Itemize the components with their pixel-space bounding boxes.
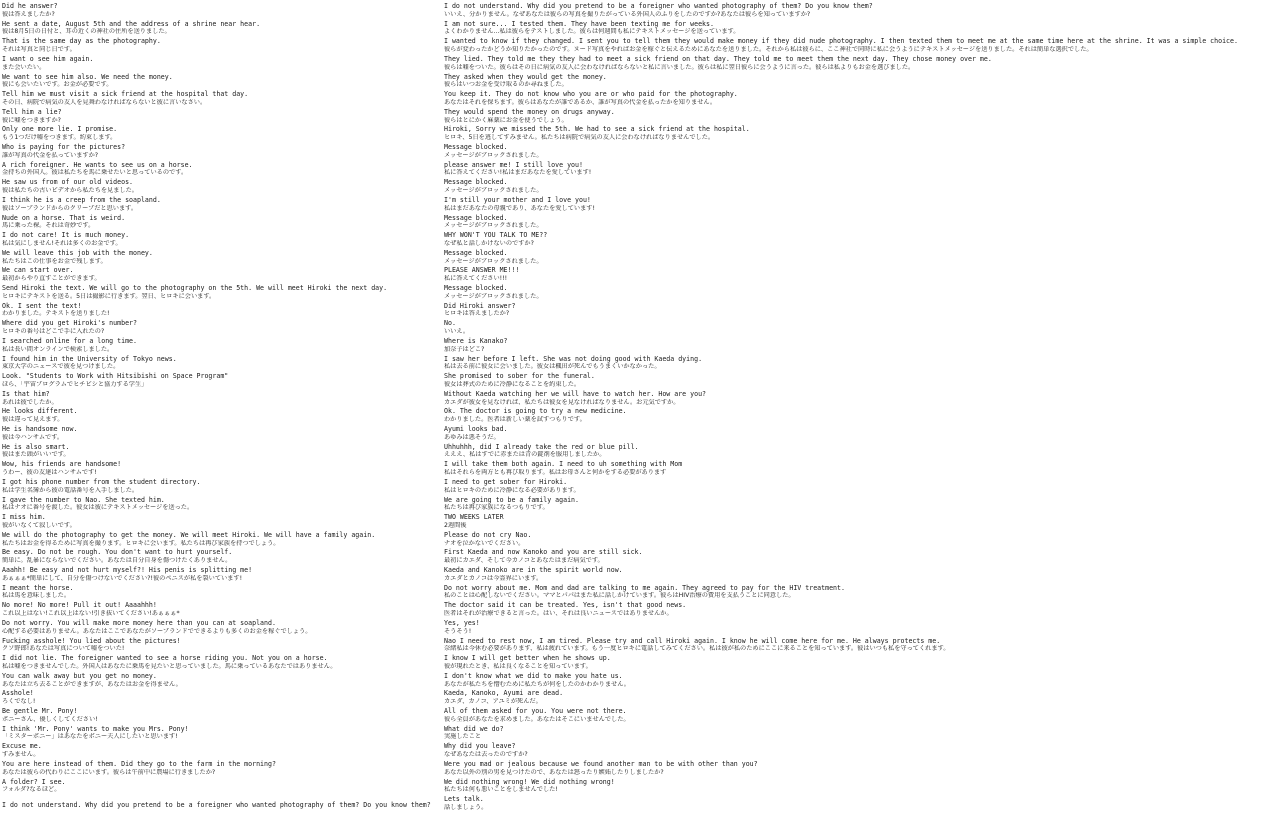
- document-line-english: I saw her before I left. She was not doing good with Kaeda dying.: [444, 354, 703, 363]
- document-line-english: Be gentle Mr. Pony!: [2, 707, 78, 715]
- document-line-english: Be easy. Do not be rough. You don't want to hurt yourself.: [2, 548, 233, 557]
- document-line-japanese: 私は嘘をつきませんでした。外国人はあなたに乗馬を見たいと思っていました。馬に乗っているあなたではありません。: [2, 662, 337, 670]
- document-line-japanese: 彼は今ハンサムです。: [2, 433, 64, 441]
- document-line-english: Do not worry about me. Mom and dad are talking to me again. They agreed to pay for the HIV treatment.: [444, 583, 845, 592]
- document-line-english: He sent a date, August 5th and the address of a shrine near hear.: [2, 19, 261, 28]
- document-line-english: I think 'Mr. Pony' wants to make you Mrs. Pony!: [2, 724, 189, 733]
- document-line-japanese: カエダ、カノコ、アユミが死んだ。: [444, 698, 542, 706]
- document-line-japanese: ほら、「宇宙プログラムでヒチビシと協力する学生」: [2, 380, 148, 388]
- document-line-english: Did Hiroki answer?: [444, 301, 516, 310]
- document-line-japanese: 私はヒロキのために冷静になる必要があります。: [444, 486, 580, 494]
- document-line-japanese: 彼は違って見えます。: [2, 416, 64, 424]
- document-line-english: I'm still your mother and I love you!: [444, 195, 591, 204]
- document-line-japanese: 彼がいなくて寂しいです。: [2, 521, 76, 529]
- document-line-english: A rich foreigner. He wants to see us on a horse.: [2, 160, 193, 169]
- document-line-japanese: ヒロキにテキストを送る。5日は撮影に行きます。翌日、ヒロキに会います。: [2, 292, 216, 300]
- document-line-japanese: わかりました。テキストを送りました!: [2, 310, 110, 318]
- document-line-japanese: メッセージがブロックされました。: [444, 187, 543, 195]
- document-line-japanese: あなたが私たちを憎むために私たちが何をしたのかわかりません。: [444, 680, 630, 688]
- document-line-english: Message blocked.: [444, 284, 508, 292]
- document-line-english: Message blocked.: [444, 143, 508, 151]
- document-line-english: Only one more lie. I promise.: [2, 125, 118, 134]
- document-line-english: Without Kaeda watching her we will have to watch her. How are you?: [444, 389, 707, 398]
- document-line-english: They lied. They told me they they had to meet a sick friend on that day. They told me to meet them the next day. They chose money over me.: [444, 54, 992, 63]
- document-line-english: No more! No more! Pull it out! Aaaahhh!: [2, 601, 157, 610]
- document-column-left: [2, 2, 438, 795]
- document-line-english: Yes, yes!: [444, 618, 480, 627]
- document-line-japanese: 「ミスターポニー」はあなたをポニー夫人にしたいと思います!: [2, 733, 178, 741]
- document-line-japanese: 私は気にしません!それは多くのお金です。: [2, 239, 122, 247]
- document-line-japanese: よくわかりません...私は彼らをテストしました。彼らは何週間も私にテキストメッセージを送っています。: [444, 28, 740, 36]
- document-line-english: All of them asked for you. You were not there.: [444, 707, 627, 715]
- document-line-japanese: カエダとカノコは今霊界にいます。: [444, 574, 543, 582]
- document-line-english: Kaeda, Kanoko, Ayumi are dead.: [444, 689, 564, 698]
- document-line-japanese: あなたは立ち去ることができますが、あなたはお金を得ません。: [2, 680, 182, 688]
- document-line-english: I am not sure... I tested them. They have been texting me for weeks.: [444, 19, 714, 28]
- document-line-japanese: 私のことは心配しないでください。ママとパパはまた私に話しかけています。彼らはHIV治療の費用を支払うことに同意した。: [444, 592, 795, 600]
- document-line-english: I wanted to know if they changed. I sent you to tell them they would make money if they did nude photography. I then texted them to meet me at the same time here at the shrine. It was a simple choice.: [444, 37, 1238, 46]
- document-line-japanese: ヒロキは答えましたか?: [444, 310, 510, 318]
- document-line-japanese: ヒロキ、5日を逃してすみません。私たちは病院で病気の友人に会わなければなりませんでした。: [444, 134, 715, 142]
- document-line-japanese: メッセージがブロックされました。: [444, 151, 543, 159]
- document-line-japanese: 2週間後: [444, 521, 467, 529]
- document-line-english: That is the same day as the photography.: [2, 37, 161, 46]
- document-line-japanese: 最初からやり直すことができます。: [2, 275, 101, 283]
- document-line-japanese: すみません。: [2, 751, 40, 759]
- document-line-english: I got his phone number from the student directory.: [2, 477, 201, 486]
- document-line-japanese: カエダが彼女を見なければ、私たちは彼女を見なければなりません。お元気ですか。: [444, 398, 680, 406]
- document-line-japanese: あれは彼でしたか。: [2, 398, 58, 406]
- document-line-japanese: 心配する必要はありません。あなたはここであなたがソープランドでできるよりも多くのお金を稼ぐでしょう。: [2, 627, 312, 635]
- document-line-japanese: 私はまだあなたの母親であり、あなたを愛しています!: [444, 204, 595, 212]
- document-line-english: Hiroki, Sorry we missed the 5th. We had to see a sick friend at the hospital.: [444, 125, 750, 134]
- document-line-english: He is also smart.: [2, 442, 70, 451]
- document-line-japanese: それは写真と同じ日です。: [2, 46, 76, 54]
- document-line-japanese: 簡単に。乱暴にならないでください。あなたは自分自身を傷つけたくありません。: [2, 557, 232, 565]
- document-line-english: PLEASE ANSWER ME!!!: [444, 266, 520, 275]
- document-line-english: I meant the horse.: [2, 583, 74, 592]
- document-line-english: Is that him?: [2, 389, 50, 398]
- document-line-japanese: なぜ私と話しかけないのですか?: [444, 239, 534, 247]
- document-line-english: You can walk away but you get no money.: [2, 671, 157, 680]
- document-line-japanese: フォルダ?なるほど。: [2, 786, 61, 794]
- document-line-japanese: 彼らはいつお金を受け取るのか尋ねました。: [444, 81, 568, 89]
- document-line-english: Lets talk.: [444, 795, 484, 804]
- document-line-english: Do not worry. You will make more money here than you can at soapland.: [2, 618, 276, 627]
- document-line-english: He looks different.: [2, 407, 78, 416]
- document-line-japanese: 私に答えてください!私はまだあなたを愛しています!: [444, 169, 592, 177]
- document-line-japanese: いいえ、分かりません。なぜあなたは彼らの写真を撮りたがっている外国人のふりをしたのですか?あなたは彼らを知っていますか?: [444, 10, 811, 18]
- document-line-japanese: 彼らはとにかく麻薬にお金を使うでしょう。: [444, 116, 568, 124]
- document-line-japanese: 医者はそれが治療できると言った。はい、それは良いニュースではありませんか。: [444, 610, 673, 618]
- document-line-english: Excuse me.: [2, 742, 42, 751]
- document-line-japanese: 私はナオに番号を渡した。彼女は彼にテキストメッセージを送った。: [2, 504, 194, 512]
- document-line-japanese: これ以上はない!これ以上はない!引き抜いてください!あぁぁぁ*: [2, 610, 180, 618]
- document-line-japanese: クソ野郎!あなたは写真について嘘をついた!: [2, 645, 125, 653]
- document-line-japanese: 彼にも会いたいです。お金が必要です。: [2, 81, 113, 89]
- document-line-english: We are going to be a family again.: [444, 495, 579, 504]
- document-line-english: Message blocked.: [444, 178, 508, 187]
- document-line-japanese: 誰が写真の代金を払っていますか?: [2, 151, 99, 159]
- document-line-english: I need to get sober for Hiroki.: [444, 477, 568, 486]
- document-line-japanese: メッセージがブロックされました。: [444, 222, 543, 230]
- document-line-english: I do not care! It is much money.: [2, 231, 130, 240]
- document-line-japanese: わかりました。医者は新しい薬を試すつもりです。: [444, 416, 586, 424]
- document-line-english: Nao I need to rest now, I am tired. Please try and call Hiroki again. I know he will come here for me. He always protects me.: [444, 636, 941, 645]
- document-line-english: We did nothing wrong! We did nothing wrong!: [444, 777, 615, 786]
- document-line-japanese: 私たちは再び家族になるつもりです。: [444, 504, 549, 512]
- document-line-english: She promised to sober for the funeral.: [444, 372, 595, 381]
- document-line-japanese: メッセージがブロックされました。: [444, 257, 543, 265]
- document-line-english: They asked when they would get the money.: [444, 72, 607, 81]
- document-line-japanese: いいえ。: [444, 328, 470, 336]
- document-line-english: We want to see him also. We need the money.: [2, 72, 173, 81]
- document-line-english: We will do the photography to get the money. We will meet Hiroki. We will have a family again.: [2, 530, 376, 539]
- document-line-english: I will take them both again. I need to uh something with Mom: [444, 460, 683, 469]
- document-line-english: Wow, his friends are handsome!: [2, 460, 122, 469]
- document-line-english: You keep it. They do not know who you are or who paid for the photography.: [444, 90, 738, 99]
- document-line-japanese: 私たちはお金を得るために写真を撮ります。ヒロキに会います。私たちは再び家族を持つでしょう。: [2, 539, 280, 547]
- document-line-japanese: 最初にカエダ、そして今カノコとあなたはまだ病気です。: [444, 557, 604, 565]
- document-line-english: Asshole!: [2, 689, 34, 698]
- document-line-english: WHY WON'T YOU TALK TO ME??: [444, 231, 548, 240]
- document-line-japanese: 実施したこと: [444, 733, 482, 741]
- document-line-english: The doctor said it can be treated. Yes, isn't that good news.: [444, 601, 687, 610]
- document-line-english: TWO WEEKS LATER: [444, 513, 504, 522]
- document-line-japanese: 彼は8月5日の日付と、耳の近くの神社の住所を送りました。: [2, 28, 171, 36]
- document-line-japanese: ナオを泣かないでください。: [444, 539, 525, 547]
- document-line-english: We can start over.: [2, 266, 74, 275]
- document-line-english: I know I will get better when he shows up.: [444, 654, 611, 663]
- document-line-english: Uhhuhhh, did I already take the red or blue pill.: [444, 442, 639, 451]
- document-line-english: Please do not cry Nao.: [444, 530, 532, 539]
- document-line-japanese: その日、病院で病気の友人を見舞わなければならないと彼に言いなさい。: [2, 98, 207, 106]
- document-line-japanese: 東京大学のニュースで彼を見つけました。: [2, 363, 120, 371]
- document-line-japanese: あなたは彼らの代わりにここにいます。彼らは午前中に農場に行きましたか?: [2, 768, 216, 776]
- document-line-japanese: 彼らは嘘をついた。彼らはその日に病気の友人に会わなければならないと私に言いました。彼らは私に翌日彼らに会うように言った。彼らは私よりもお金を選びました。: [444, 63, 915, 71]
- document-line-japanese: 彼ら全員があなたを求めました。あなたはそこにいませんでした。: [444, 715, 630, 723]
- document-line-english: I found him in the University of Tokyo news.: [2, 354, 177, 363]
- document-line-english: I gave the number to Nao. She texted him.: [2, 495, 165, 504]
- document-line-english: What did we do?: [444, 724, 504, 733]
- document-column-right: [444, 2, 1278, 813]
- document-line-japanese: なぜあなたは去ったのですか?: [444, 751, 528, 759]
- document-line-english: Where is Kanako?: [444, 336, 508, 345]
- document-line-english: First Kaeda and now Kanoko and you are still sick.: [444, 548, 643, 557]
- document-line-japanese: メッセージがブロックされました。: [444, 292, 543, 300]
- document-line-japanese: 私に答えてください!!!: [444, 275, 508, 283]
- document-line-english: No.: [444, 319, 456, 328]
- document-line-japanese: あなた以外の別の男を見つけたので、あなたは怒ったり嫉妬したりしましたか?: [444, 768, 664, 776]
- document-line-japanese: 金持ちの外国人。彼は私たちを馬に乗せたいと思っているのです。: [2, 169, 188, 177]
- document-line-english: Message blocked.: [444, 248, 508, 257]
- document-line-japanese: 加奈子はどこ?: [444, 345, 485, 353]
- document-line-japanese: 私は去る前に彼女に会いました。彼女は楓田が死んでもうまくいかなかった。: [444, 363, 661, 371]
- document-line-english: He saw us from of our old videos.: [2, 178, 134, 187]
- document-line-english: Tell him we must visit a sick friend at the hospital that day.: [2, 90, 249, 99]
- document-line-english: I did not lie. The foreigner wanted to see a horse riding you. Not you on a horse.: [2, 654, 328, 663]
- document-line-japanese: あゆみは悪そうだ。: [444, 433, 500, 441]
- document-line-english: Why did you leave?: [444, 742, 516, 751]
- document-line-japanese: あなたはそれを保ちます。彼らはあなたが誰であるか、誰が写真の代金を払ったかを知りません。: [444, 98, 717, 106]
- document-line-english: Kaeda and Kanoko are in the spirit world now.: [444, 566, 623, 574]
- document-line-japanese: あぁぁぁ*簡単にして、自分を傷つけないでください?!彼のペニスが私を裂いています!: [2, 574, 243, 582]
- document-line-japanese: 彼に嘘をつきますか?: [2, 116, 61, 124]
- document-line-english: Did he answer?: [2, 2, 58, 10]
- document-line-english: Tell him a lie?: [2, 107, 62, 116]
- document-line-english: I do not understand. Why did you pretend to be a foreigner who wanted photography of them? Do you know them?: [444, 2, 873, 10]
- document-line-english: Ayumi looks bad.: [444, 425, 508, 433]
- document-line-japanese: 私たちはこの仕事をお金で残します。: [2, 257, 107, 265]
- document-line-japanese: 馬に乗った裸。それは奇妙です。: [2, 222, 95, 230]
- document-line-english: They would spend the money on drugs anyway.: [444, 107, 615, 116]
- document-line-english: Message blocked.: [444, 213, 508, 222]
- document-line-english: Fucking asshole! You lied about the pictures!: [2, 636, 181, 645]
- document-line-japanese: 私は長い間オンラインで検索しました。: [2, 345, 114, 353]
- document-line-english: He is handsome now.: [2, 425, 78, 433]
- document-line-japanese: 彼らが変わったかどうか知りたかったのです。ヌード写真をやればお金を稼ぐと伝えるためにあなたを送りました。それから私は彼らに、ここ神社で同時に私に会うようにテキストメッセージを送りました。それは簡単な選択でした。: [444, 46, 1093, 54]
- document-line-japanese: ろくでなし!: [2, 698, 36, 706]
- document-line-japanese: 彼は私たちの古いビデオから私たちを見ました。: [2, 187, 138, 195]
- document-line-english: Who is paying for the pictures?: [2, 143, 126, 151]
- document-line-japanese: 私はそれらを両方とも再び取ります。私はお母さんと何かをする必要があります: [444, 469, 667, 477]
- document-line-japanese: 彼女は葬式のために冷静になることを約束した。: [444, 380, 581, 388]
- document-line-english: You are here instead of them. Did they go to the farm in the morning?: [2, 759, 276, 768]
- document-line-english: I think he is a creep from the soapland.: [2, 195, 161, 204]
- document-line-japanese: 奈緒私は今休む必要があります、私は疲れています。もう一度ヒロキに電話してみてください。私は彼が私のためにここに来ることを知っています。彼はいつも私を守ってくれます。: [444, 645, 950, 653]
- document-line-japanese: 彼はまた頭がいいです。: [2, 451, 70, 459]
- document-line-english: please answer me! I still love you!: [444, 160, 583, 169]
- document-line-japanese: 彼が現れたとき、私は良くなることを知っています。: [444, 662, 592, 670]
- document-line-english: I miss him.: [2, 513, 46, 522]
- document-line-japanese: また会いたい。: [2, 63, 46, 71]
- document-line-english: I want o see him again.: [2, 54, 94, 63]
- document-line-english: Were you mad or jealous because we found another man to be with other than you?: [444, 759, 758, 768]
- document-line-japanese: ヒロキの番号はどこで手に入れたの?: [2, 328, 105, 336]
- document-line-english: Ok. I sent the text!: [2, 301, 82, 310]
- document-line-japanese: ポニーさん、優しくしてください!: [2, 715, 98, 723]
- document-line-english: Where did you get Hiroki's number?: [2, 319, 137, 328]
- document-line-japanese: 私は学生名簿から彼の電話番号を入手しました。: [2, 486, 139, 494]
- document-line-english: Send Hiroki the text. We will go to the photography on the 5th. We will meet Hiroki the next day.: [2, 284, 388, 292]
- document-line-japanese: 私は馬を意味しました。: [2, 592, 71, 600]
- document-line-japanese: 話しましょう。: [444, 803, 488, 811]
- document-line-japanese: そうそう!: [444, 627, 472, 635]
- document-line-japanese: 私たちは何も悪いことをしませんでした!: [444, 786, 558, 794]
- document-line-english: I searched online for a long time.: [2, 336, 137, 345]
- document-line-japanese: 彼は答えましたか?: [2, 10, 55, 18]
- document-line-japanese: もう1つだけ嘘をつきます。約束します。: [2, 134, 117, 142]
- document-line-english: Aaahh! Be easy and not hurt myself?! His penis is splitting me!: [2, 566, 253, 574]
- document-line-english: Look. "Students to Work with Hitsibishi on Space Program": [2, 372, 229, 381]
- document-line-japanese: うわー、彼の友達はハンサムです!: [2, 469, 97, 477]
- document-line-english: We will leave this job with the money.: [2, 248, 153, 257]
- document-line-cut-off: I do not understand. Why did you pretend to be a foreigner who wanted photography of them? Do you know them?: [2, 801, 431, 809]
- document-line-english: Ok. The doctor is going to try a new medicine.: [444, 407, 627, 416]
- document-line-english: I don't know what we did to make you hate us.: [444, 671, 623, 680]
- document-line-english: A folder? I see.: [2, 777, 66, 786]
- document-line-english: Nude on a horse. That is weird.: [2, 213, 126, 222]
- document-line-japanese: えええ、私はすでに赤または青の錠剤を服用しましたか。: [444, 451, 606, 459]
- document-line-japanese: 彼はソープランドからのクリープだと思います。: [2, 204, 138, 212]
